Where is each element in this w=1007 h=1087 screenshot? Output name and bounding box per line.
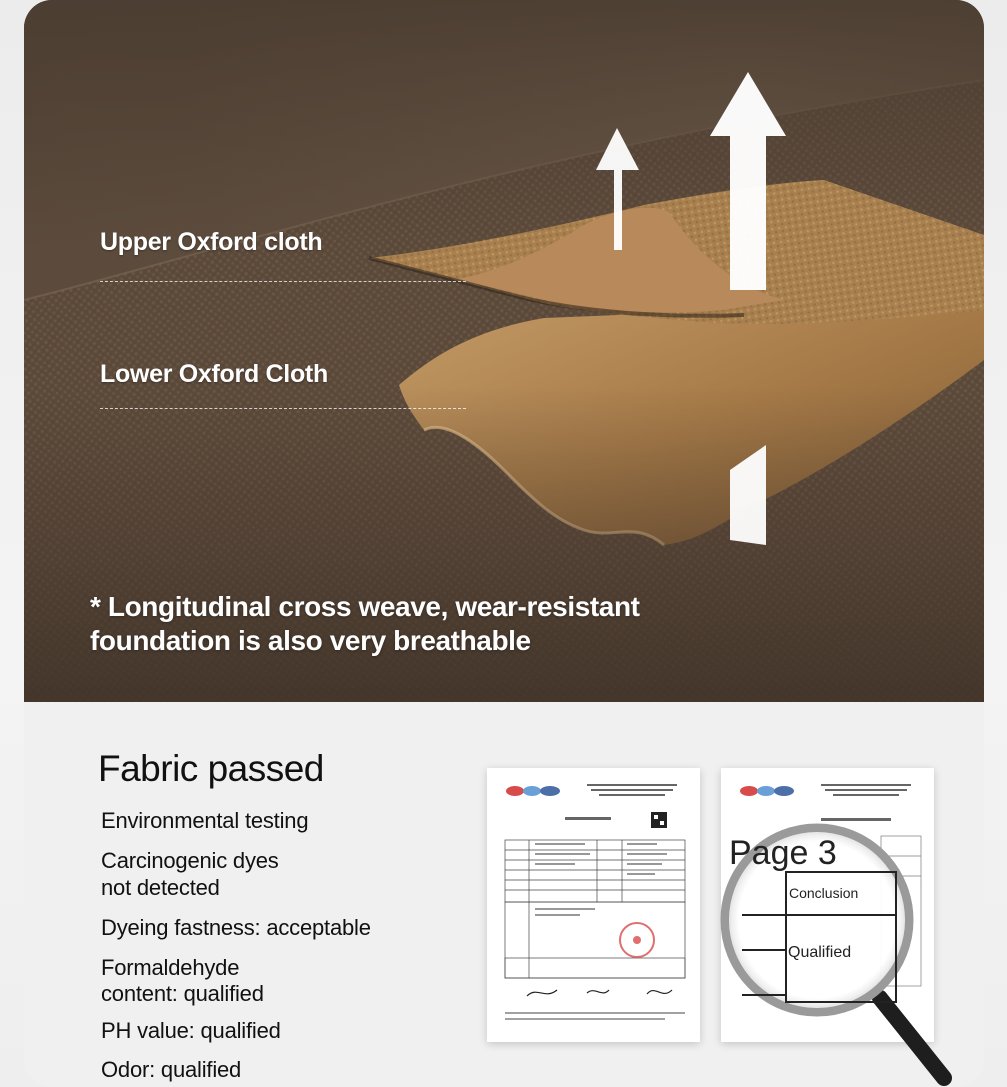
result-item: not detected <box>101 875 220 900</box>
stamp-icon <box>620 923 654 957</box>
qr-code-icon <box>651 812 667 828</box>
test-report-document <box>487 768 700 1042</box>
fabric-feature-note <box>90 590 790 658</box>
result-item: Dyeing fastness: acceptable <box>101 915 371 940</box>
result-item: Carcinogenic dyes <box>101 848 279 873</box>
certification-logo-icon <box>506 786 560 796</box>
test-results-section <box>24 702 984 1087</box>
result-item: PH value: qualified <box>101 1018 281 1043</box>
result-item: Formaldehyde <box>101 955 240 980</box>
report-page-label: Page 3 <box>729 834 837 872</box>
upper-layer-leader-line <box>100 281 466 282</box>
result-item: content: qualified <box>101 981 264 1006</box>
conclusion-label: Conclusion <box>789 885 859 901</box>
lower-layer-label: Lower Oxford Cloth <box>100 360 328 388</box>
upper-layer-label: Upper Oxford cloth <box>100 228 323 256</box>
note-line-2: foundation is also very breathable <box>90 625 531 656</box>
fabric-hero-image <box>24 0 984 702</box>
note-line-1: * Longitudinal cross weave, wear-resistant <box>90 591 640 622</box>
report-page-illustration <box>487 768 700 1042</box>
product-card <box>24 0 984 1087</box>
certification-logo-icon <box>740 786 794 796</box>
test-results-title: Fabric passed <box>98 748 324 789</box>
conclusion-value: Qualified <box>788 944 852 961</box>
lower-layer-leader-line <box>100 408 466 409</box>
result-item: Odor: qualified <box>101 1057 242 1082</box>
result-item: Environmental testing <box>101 808 309 833</box>
